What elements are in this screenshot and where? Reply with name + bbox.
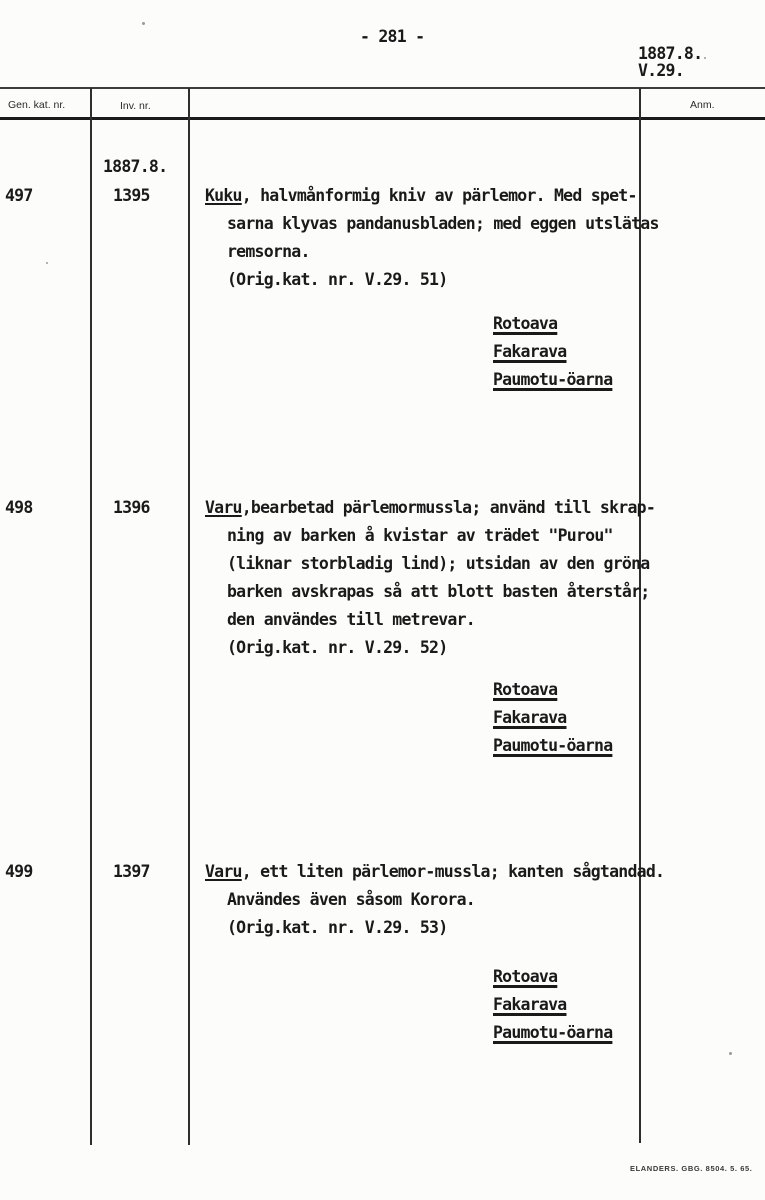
entry-text-line: Användes även såsom Korora. [227, 890, 475, 909]
entry-text: , ett liten pärlemor-mussla; kanten sågtandad. [241, 862, 665, 881]
printer-imprint: ELANDERS. GBG. 8504. 5. 65. [630, 1164, 753, 1173]
place-name: Fakarava [493, 708, 567, 727]
column-rule-1 [90, 88, 92, 1145]
orig-kat-line: (Orig.kat. nr. V.29. 53) [227, 918, 448, 937]
entry-text-line: sarna klyvas pandanusbladen; med eggen utslätas [227, 214, 659, 233]
inv-nr-value: 1397 [113, 862, 150, 881]
scan-speck [46, 262, 48, 264]
gen-kat-nr-value: 498 [5, 498, 33, 517]
scan-speck [142, 22, 145, 25]
object-name: Varu [205, 498, 242, 517]
scan-speck [704, 57, 706, 59]
table-header-bottom-rule [0, 117, 765, 120]
place-name: Fakarava [493, 342, 567, 361]
column-rule-2 [188, 88, 190, 1145]
place-name: Fakarava [493, 995, 567, 1014]
ref-code: 1887.8. [638, 44, 703, 63]
entry-text-line: (liknar storbladig lind); utsidan av den gröna [227, 554, 650, 573]
place-name: Rotoava [493, 967, 558, 986]
orig-kat-line: (Orig.kat. nr. V.29. 51) [227, 270, 448, 289]
entry-text: ,bearbetad pärlemormussla; använd till skrap- [241, 498, 656, 517]
object-name: Kuku [205, 186, 242, 205]
column-header-inv-nr: Inv. nr. [120, 100, 151, 112]
place-name: Rotoava [493, 314, 558, 333]
gen-kat-nr-value: 499 [5, 862, 33, 881]
orig-kat-line: (Orig.kat. nr. V.29. 52) [227, 638, 448, 657]
volume-code: V.29. [638, 61, 684, 80]
entry-text-line: barken avskrapas så att blott basten återstår; [227, 582, 650, 601]
inv-nr-value: 1395 [113, 186, 150, 205]
entry-text: , halvmånformig kniv av pärlemor. Med spet- [241, 186, 637, 205]
column-header-anm: Anm. [690, 99, 715, 111]
entry-text-line: den användes till metrevar. [227, 610, 475, 629]
entry-text-line [205, 862, 664, 882]
group-year-heading: 1887.8. [103, 157, 168, 176]
entry-text-line [205, 498, 655, 518]
inv-nr-value: 1396 [113, 498, 150, 517]
table-top-rule [0, 87, 765, 89]
gen-kat-nr-value: 497 [5, 186, 33, 205]
object-name: Varu [205, 862, 242, 881]
column-rule-3 [639, 88, 641, 1143]
column-header-gen-kat-nr: Gen. kat. nr. [8, 99, 66, 111]
page-number: - 281 - [360, 27, 425, 46]
place-name: Rotoava [493, 680, 558, 699]
scan-speck [729, 1052, 732, 1055]
entry-text-line [205, 186, 637, 206]
place-name: Paumotu-öarna [493, 1023, 613, 1042]
place-name: Paumotu-öarna [493, 370, 613, 389]
entry-text-line: ning av barken å kvistar av trädet "Purou" [227, 526, 613, 545]
entry-text-line: remsorna. [227, 242, 310, 261]
place-name: Paumotu-öarna [493, 736, 613, 755]
